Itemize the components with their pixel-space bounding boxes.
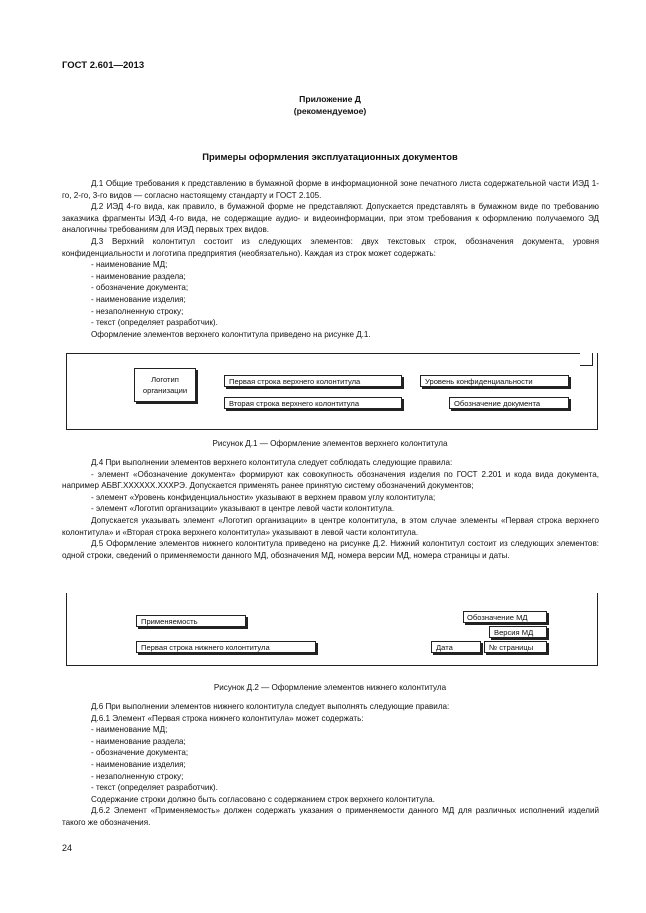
figure-1 [62,349,598,431]
list-item: - наименование МД; [91,260,168,270]
figure-1-top-edge [66,353,580,354]
paragraph: Д.5 Оформление элементов нижнего колонтитула приведено на рисунке Д.2. Нижний колонтитул состоит из следующих элементов: одной строки, сведений о применяемости данного МД, обозначения МД, номера версии МД, номера страницы и даты. [62,539,599,560]
page-number: 24 [62,843,73,853]
figure-1-caption: Рисунок Д.1 — Оформление элементов верхнего колонтитула [212,439,448,448]
paragraph: - элемент «Логотип организации» указывают в центре левой части колонтитула. [91,504,395,514]
section-title: Примеры оформления эксплуатационных документов [202,151,458,162]
header-line-1-box: Первая строка верхнего колонтитула [224,375,402,387]
page-number-box: № страницы [484,641,547,653]
md-designation-box: Обозначение МД [463,611,547,623]
text-block-2 [62,457,599,561]
paragraph: - элемент «Обозначение документа» формируют как совокупность обозначения изделия по ГОСТ 2.201 и кода вида документа, например АБВГ.XXXXXX.XXXРЭ. Допускается применять ранее принятую систему обозначений документов; [62,469,599,491]
figure-2-bottom-edge [66,665,580,666]
list-item: - незаполненную строку; [91,306,184,316]
paragraph: Д.6.2 Элемент «Применяемость» должен содержать указания о применяемости данного МД для различных исполнений изделий такого же обозначения. [62,806,599,827]
figure-1-corner [580,353,593,366]
appendix-heading [62,93,598,117]
list-item: - наименование раздела; [91,271,186,281]
list-item: - наименование изделия; [91,294,186,304]
appendix-title: Приложение Д [299,94,361,104]
list-item: - наименование МД; [91,725,168,735]
doc-designation-box: Обозначение документа [449,397,569,409]
date-box: Дата [431,641,481,653]
footer-first-line-box: Первая строка нижнего колонтитула [136,641,316,653]
list-item: - незаполненную строку; [91,771,184,781]
paragraph: Содержание строки должно быть согласовано с содержанием строк верхнего колонтитула. [91,794,435,804]
applicability-box: Применяемость [136,615,246,627]
paragraph: Д.3 Верхний колонтитул состоит из следующих элементов: двух текстовых строк, обозначения документа, уровня конфиденциальности и логотипа предприятия (необязательно). Каждая из строк может содержать: [62,236,599,258]
figure-2 [62,593,598,673]
text-block-1 [62,178,599,340]
text-block-3 [62,701,599,829]
paragraph: Допускается указывать элемент «Логотип организации» в центре колонтитула, в этом случае элементы «Первая строка верхнего колонтитула» и «Вторая строка верхнего колонтитула» указывают в левой части колонтитула. [62,515,599,537]
header-line-2-box: Вторая строка верхнего колонтитула [224,397,402,409]
logo-box: Логотип организации [134,368,196,402]
list-item: - текст (определяет разработчик). [91,318,218,328]
paragraph: - элемент «Уровень конфиденциальности» указывают в верхнем правом углу колонтитула; [91,492,436,502]
md-version-box: Версия МД [489,626,547,638]
list-item: - наименование раздела; [91,736,186,746]
document-header: ГОСТ 2.601—2013 [62,60,145,71]
paragraph: Д.6 При выполнении элементов нижнего колонтитула следует выполнять следующие правила: [91,702,450,711]
paragraph: Д.6.1 Элемент «Первая строка нижнего колонтитула» может содержать: [91,713,364,723]
list-item: - текст (определяет разработчик). [91,783,218,793]
appendix-subtitle: (рекомендуемое) [293,106,367,116]
list-item: - обозначение документа; [91,283,189,293]
paragraph: Д.2 ИЭД 4-го вида, как правило, в бумажной форме не представляют. Допускается представлять в бумажном виде по требованию заказчика фрагменты ИЭД 4-го вида, не содержащие аудио- и видеоинформации, при этом требования к оформлению получаемого ЭД аналогичны требованиям для ИЭД первых трех видов. [62,202,599,235]
figure-2-caption: Рисунок Д.2 — Оформление элементов нижнего колонтитула [213,683,447,692]
paragraph: Д.4 При выполнении элементов верхнего колонтитула следует соблюдать следующие правила: [91,458,453,467]
paragraph: Оформление элементов верхнего колонтитула приведено на рисунке Д.1. [91,329,371,339]
list-item: - наименование изделия; [91,759,186,769]
paragraph: Д.1 Общие требования к представлению в бумажной форме в информационной зоне печатного листа содержательной части ИЭД 1-го, 2-го, 3-го видов — согласно настоящему стандарту и ГОСТ 2.105. [62,179,599,200]
list-item: - обозначение документа; [91,748,189,758]
confidentiality-box: Уровень конфиденциальности [420,375,569,387]
